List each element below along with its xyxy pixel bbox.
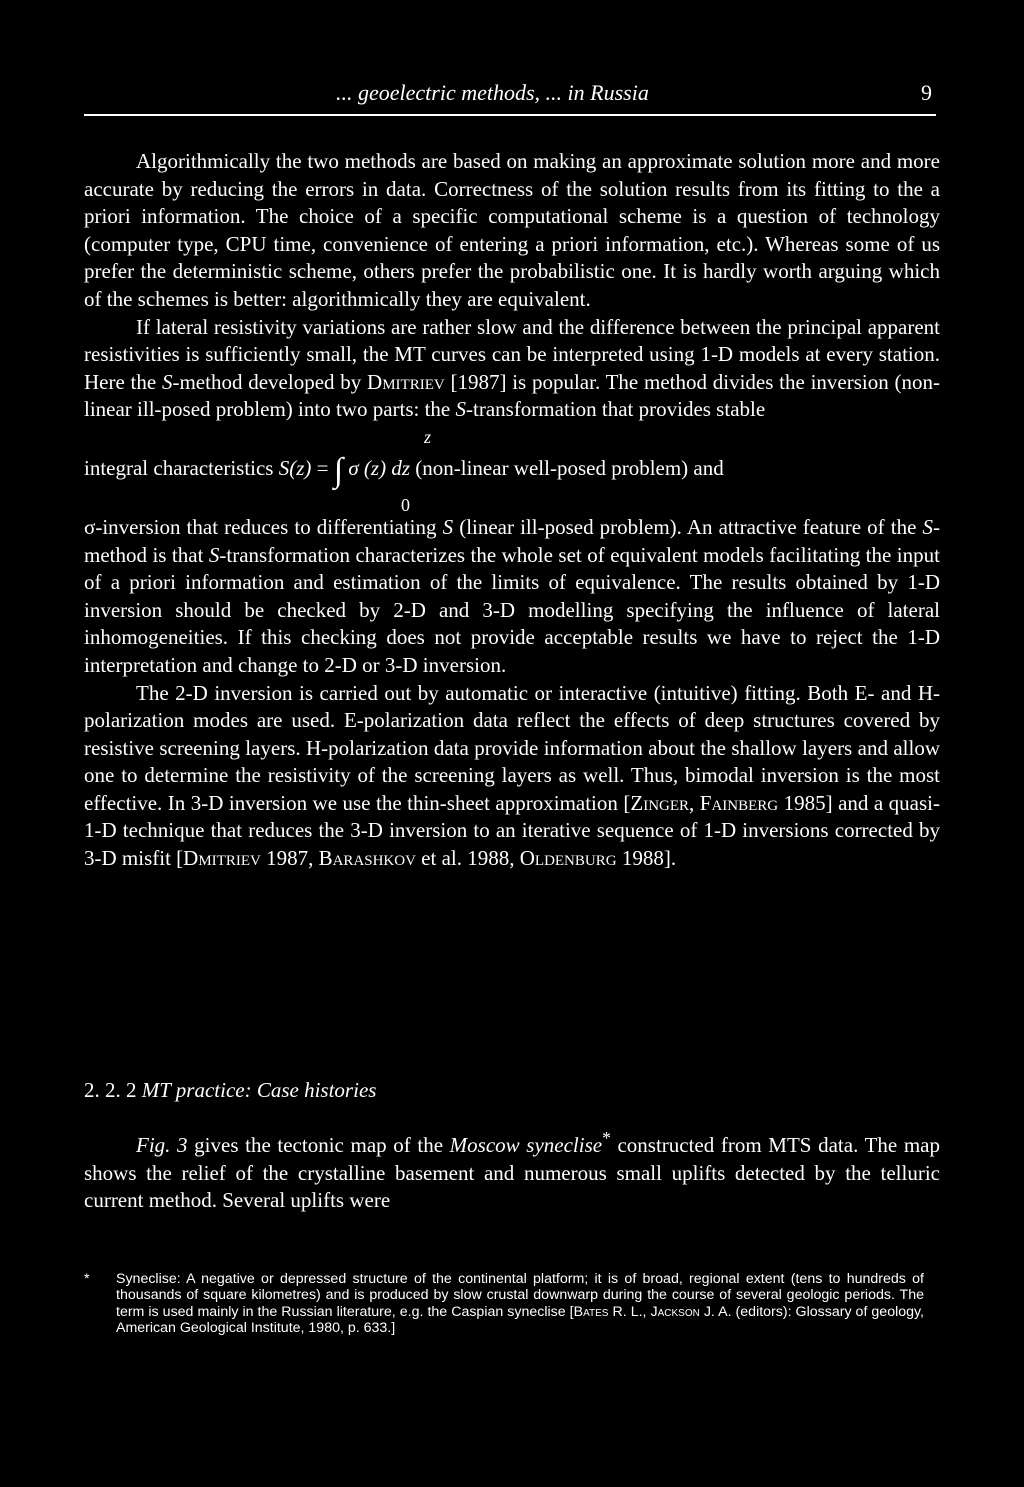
footnote-text: Syneclise: A negative or depressed structure of the continental platform; it is of broad, regional extent (tens to hundreds of thousands of square kilometres) and is produced by slow crustal downwarp during the course of several geologic periods. The term is used mainly in the Russian literature, e.g. the Caspian syneclise [Bates R. L., Jackson J. A. (editors): Glossary of geology, American Geological Institute, 1980, p. 633.]: [116, 1271, 925, 1337]
footnote-mark: *: [84, 1271, 90, 1287]
page-number: 9: [921, 80, 932, 105]
paragraph-3: σ-inversion that reduces to differentiating S (linear ill-posed problem). An attractive feature of the S-method is that S-transformation characterizes the whole set of equivalent models facilitating the input of a priori information and estimation of the limits of equivalence. The results obtained by 1-D inversion should be checked by 2-D and 3-D modelling specifying the influence of lateral inhomogeneities. If this checking does not provide acceptable results we have to reject the 1-D interpretation and change to 2-D or 3-D inversion.: [84, 514, 940, 677]
citation-author: Oldenburg: [519, 846, 617, 871]
paragraph-5: Fig. 3 gives the tectonic map of the Moscow syneclise* constructed from MTS data. The map shows the relief of the crystalline basement and numerous small uplifts detected by the telluric current method. Several uplifts were: [84, 1128, 941, 1213]
figure-reference: Fig. 3: [136, 1133, 188, 1157]
paragraph-2: If lateral resistivity variations are rather slow and the difference between the principal apparent resistivities is sufficiently small, the MT curves can be interpreted using 1-D models at every station. Here the S-method developed by Dmitriev [1987] is popular. The method divides the inversion (non-linear ill-posed problem) into two parts: the S-transformation that provides stable: [84, 314, 940, 422]
citation-author: Barashkov: [318, 846, 416, 871]
section-number: 2. 2. 2: [84, 1078, 142, 1102]
footnote-marker: *: [602, 1128, 611, 1148]
paragraph-4: The 2-D inversion is carried out by automatic or interactive (intuitive) fitting. Both E- and H-polarization modes are used. E-polarization data reflect the effects of deep structures covered by resistive screening layers. H-polarization data provide information about the shallow layers and allow one to determine the resistivity of the screening layers as well. Thus, bimodal inversion is the most effective. In 3-D inversion we use the thin-sheet approximation [Zinger, Fainberg 1985] and a quasi-1-D technique that reduces the 3-D inversion to an iterative sequence of 1-D inversions corrected by 3-D misfit [Dmitriev 1987, Barashkov et al. 1988, Oldenburg 1988].: [84, 680, 940, 871]
body-text-continued: [84, 1125, 940, 1215]
integral-upper-limit: z: [424, 426, 432, 447]
symbol-s: S: [161, 369, 173, 394]
citation-author: Dmitriev: [367, 369, 445, 394]
section-title: MT practice: Case histories: [141, 1078, 377, 1102]
citation-author: Zinger, Fainberg: [630, 790, 779, 815]
body-text: [84, 148, 940, 873]
citation-author: Dmitriev: [183, 846, 261, 871]
footnote: [84, 1271, 925, 1337]
section-heading: [84, 1078, 376, 1103]
place-name: Moscow syneclise: [449, 1133, 603, 1157]
citation-author: Bates R. L., Jackson J. A.: [573, 1303, 732, 1320]
running-title: ... geoelectric methods, ... in Russia: [336, 80, 649, 105]
symbol-s: S: [455, 397, 466, 422]
paragraph-1: Algorithmically the two methods are based on making an approximate solution more and more accurate by reducing the errors in data. Correctness of the solution results from its fitting to the a priori information. The choice of a specific computational scheme is a question of technology (computer type, CPU time, convenience of entering a priori information, etc.). Whereas some of us prefer the deterministic scheme, others prefer the probabilistic one. It is hardly worth arguing which of the schemes is better: algorithmically they are equivalent.: [84, 149, 940, 311]
formula-text: integral characteristics S(z) = ∫ σ (z) dz (non-linear well-posed problem) and: [84, 451, 724, 489]
running-head: [84, 78, 936, 116]
integral-lower-limit: 0: [401, 494, 410, 515]
integral-sign: ∫: [333, 451, 344, 489]
formula: [84, 424, 940, 514]
